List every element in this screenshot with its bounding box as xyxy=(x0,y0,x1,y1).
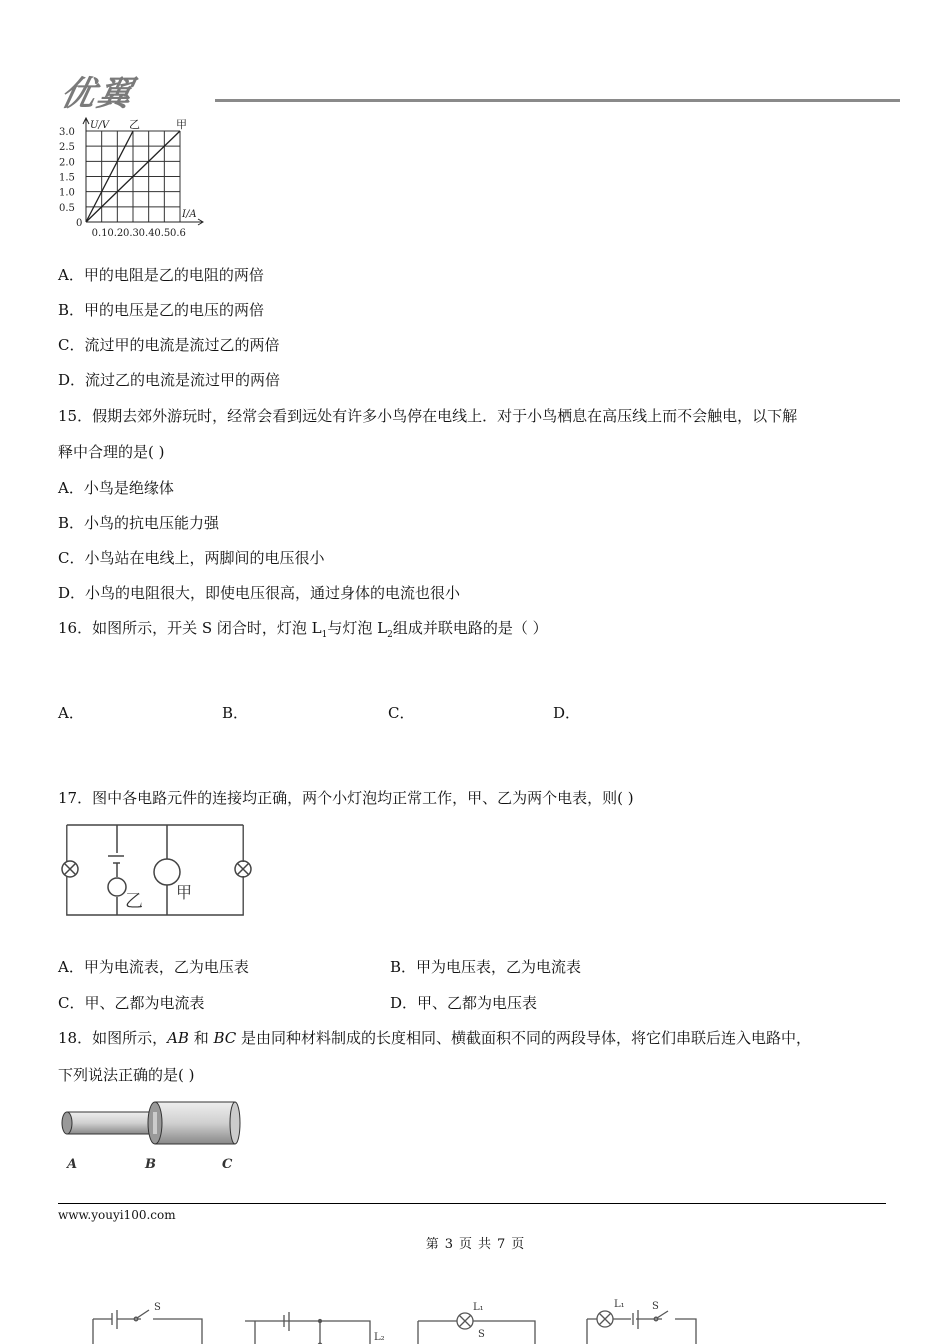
bulb-label: L₁ xyxy=(614,1299,625,1310)
page-number xyxy=(0,1233,950,1252)
page-text: 页 xyxy=(511,1237,525,1252)
option-c: C．流过甲的电流是流过乙的两倍 xyxy=(58,336,280,354)
switch-label: S xyxy=(652,1301,659,1312)
page-text: 页 xyxy=(458,1237,472,1252)
option-d: D．小鸟的电阻很大，即使电压很高，通过身体的电流也很小 xyxy=(58,584,461,602)
series-label: 乙 xyxy=(129,118,140,131)
label-a: A xyxy=(67,1157,78,1172)
meter-yi-icon xyxy=(108,878,126,896)
circuit-a xyxy=(93,1302,202,1344)
circuit-d xyxy=(586,1299,698,1344)
q16-stem xyxy=(58,619,548,644)
subscript: 2 xyxy=(387,630,393,640)
option-c-label: C． xyxy=(388,704,415,722)
y-tick-label: 1.5 xyxy=(59,172,75,184)
option-a: A．甲为电流表，乙为电压表 xyxy=(58,958,249,976)
conductor-figure xyxy=(55,1098,255,1178)
q15-stem-cont: 释中合理的是( ) xyxy=(58,443,165,461)
header-divider xyxy=(215,99,900,102)
x-tick-label: 0.5 xyxy=(154,228,171,239)
footer-url[interactable]: www.youyi100.com xyxy=(58,1208,176,1222)
subscript: 1 xyxy=(321,630,328,640)
option-b: B．小鸟的抗电压能力强 xyxy=(58,514,220,532)
label-b: B xyxy=(145,1157,156,1172)
y-tick-label: 2.0 xyxy=(59,157,75,169)
y-axis-label: U/V xyxy=(90,120,110,131)
option-b: B．甲为电压表，乙为电流表 xyxy=(390,958,582,976)
conductor-ab: AB xyxy=(167,1029,189,1047)
option-d: D．流过乙的电流是流过甲的两倍 xyxy=(58,371,281,389)
meter-jia-label: 甲 xyxy=(176,883,193,902)
stem-text: 与灯泡 L xyxy=(327,619,388,637)
circuit-c xyxy=(417,1302,537,1344)
q18-stem xyxy=(58,1029,811,1047)
y-tick-label: 1.0 xyxy=(59,187,75,199)
option-d-label: D． xyxy=(553,704,581,722)
y-tick-label: 3.0 xyxy=(59,127,75,138)
current-page: 3 xyxy=(444,1237,453,1252)
q17-stem: 17．图中各电路元件的连接均正确，两个小灯泡均正常工作，甲、乙为两个电表，则( ) xyxy=(58,789,634,807)
q15-stem: 15．假期去郊外游玩时，经常会看到远处有许多小鸟停在电线上．对于小鸟栖息在高压线上而不会触电，以下解 xyxy=(58,407,798,425)
logo: 优翼 xyxy=(57,74,138,114)
conductor-bc: BC xyxy=(213,1029,237,1047)
option-a: A．甲的电阻是乙的电阻的两倍 xyxy=(58,266,264,284)
x-tick-label: 0.2 xyxy=(107,228,124,239)
meter-jia-icon xyxy=(154,859,180,885)
y-tick-label: 2.5 xyxy=(59,142,75,154)
page-text: 第 xyxy=(425,1237,439,1252)
label-c: C xyxy=(222,1157,233,1172)
stem-text: 是由同种材料制成的长度相同、横截面积不同的两段导体，将它们串联后连入电路中， xyxy=(236,1029,812,1047)
total-pages: 7 xyxy=(497,1237,506,1252)
q18-stem-cont: 下列说法正确的是( ) xyxy=(58,1066,195,1084)
option-d: D．甲、乙都为电压表 xyxy=(390,994,538,1012)
circuit-b xyxy=(245,1312,385,1344)
x-tick-label: 0.4 xyxy=(138,228,155,239)
u-i-graph xyxy=(50,110,220,240)
option-b-label: B． xyxy=(222,704,249,722)
option-b: B．甲的电压是乙的电压的两倍 xyxy=(58,301,265,319)
x-tick-label: 0.6 xyxy=(170,228,186,239)
stem-text: 16．如图所示，开关 S 闭合时，灯泡 L xyxy=(58,619,322,637)
x-axis-label: I/A xyxy=(182,209,197,220)
series-label: 甲 xyxy=(176,118,187,131)
x-tick-label: 0.1 xyxy=(91,228,108,239)
stem-text: 18．如图所示， xyxy=(58,1029,168,1047)
option-c: C．甲、乙都为电流表 xyxy=(58,994,205,1012)
y-tick-label: 0.5 xyxy=(59,202,75,214)
option-a-label: A． xyxy=(58,704,84,722)
page-text: 共 xyxy=(478,1237,492,1252)
q17-circuit xyxy=(50,815,250,925)
option-c: C．小鸟站在电线上，两脚间的电压很小 xyxy=(58,549,325,567)
x-tick-label: 0.3 xyxy=(123,228,139,239)
footer-divider xyxy=(58,1203,886,1204)
stem-text: 和 xyxy=(188,1029,214,1047)
stem-text: 组成并联电路的是（ ） xyxy=(392,619,548,637)
bulb-label: L₂ xyxy=(374,1332,385,1343)
bulb-label: L₁ xyxy=(473,1302,484,1313)
switch-label: S xyxy=(154,1302,161,1313)
y-tick-label: 0 xyxy=(76,218,83,229)
meter-yi-label: 乙 xyxy=(125,891,143,912)
option-a: A．小鸟是绝缘体 xyxy=(58,479,174,497)
switch-label: S xyxy=(478,1329,485,1340)
